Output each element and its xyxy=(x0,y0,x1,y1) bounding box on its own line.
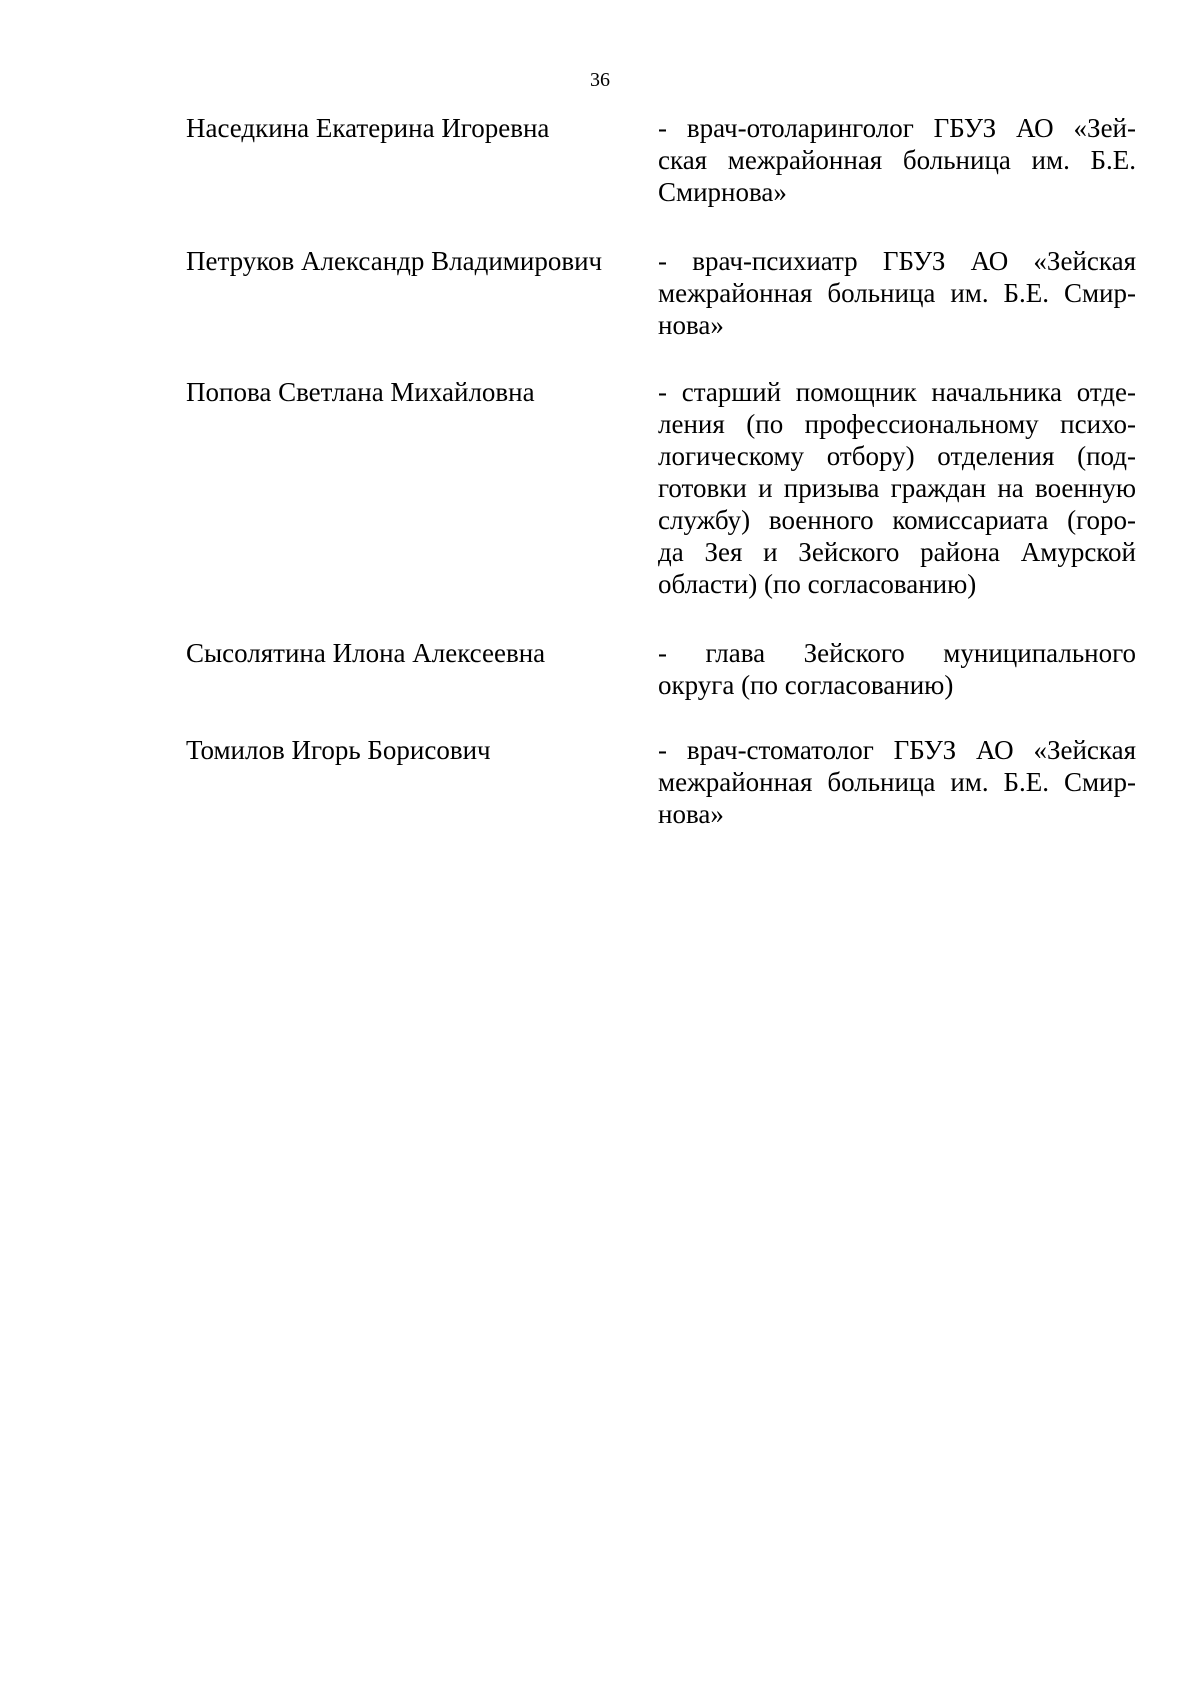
list-item xyxy=(186,734,1136,830)
list-item xyxy=(186,376,1136,600)
member-name: Сысолятина Илона Алексеевна xyxy=(186,638,546,668)
position-line: области) (по согласованию) xyxy=(658,569,977,599)
member-name: Попова Светлана Михайловна xyxy=(186,377,535,407)
position-line: нова» xyxy=(658,799,724,829)
position-line: межрайонная больница им. Б.Е. Смир- xyxy=(658,278,1136,308)
position-line: - врач-отоларинголог ГБУЗ АО «Зей- xyxy=(658,113,1136,143)
list-item xyxy=(186,637,1136,701)
member-name: Наседкина Екатерина Игоревна xyxy=(186,113,550,143)
member-position xyxy=(658,637,1136,701)
members-list xyxy=(186,112,1136,829)
member-name: Петруков Александр Владимирович xyxy=(186,246,603,276)
member-position xyxy=(658,112,1136,208)
position-line: межрайонная больница им. Б.Е. Смир- xyxy=(658,767,1136,797)
member-position xyxy=(658,376,1136,600)
list-item xyxy=(186,112,1136,208)
page-number: 36 xyxy=(590,69,610,91)
position-line: - врач-стоматолог ГБУЗ АО «Зейская xyxy=(658,735,1136,765)
position-line: ления (по профессиональному психо- xyxy=(658,409,1136,439)
member-position xyxy=(658,245,1136,341)
list-item xyxy=(186,245,1136,341)
position-line: службу) военного комиссариата (горо- xyxy=(658,505,1136,535)
position-line: Смирнова» xyxy=(658,177,787,207)
position-line: - врач-психиатр ГБУЗ АО «Зейская xyxy=(658,246,1136,276)
position-line: нова» xyxy=(658,310,724,340)
position-line: - глава Зейского муниципального xyxy=(658,638,1136,668)
position-line: ская межрайонная больница им. Б.Е. xyxy=(658,145,1136,175)
member-name: Томилов Игорь Борисович xyxy=(186,735,491,765)
position-line: логическому отбору) отделения (под- xyxy=(658,441,1136,471)
position-line: готовки и призыва граждан на военную xyxy=(658,473,1136,503)
position-line: - старший помощник начальника отде- xyxy=(658,377,1136,407)
member-position xyxy=(658,734,1136,830)
position-line: да Зея и Зейского района Амурской xyxy=(658,537,1136,567)
position-line: округа (по согласованию) xyxy=(658,670,954,700)
